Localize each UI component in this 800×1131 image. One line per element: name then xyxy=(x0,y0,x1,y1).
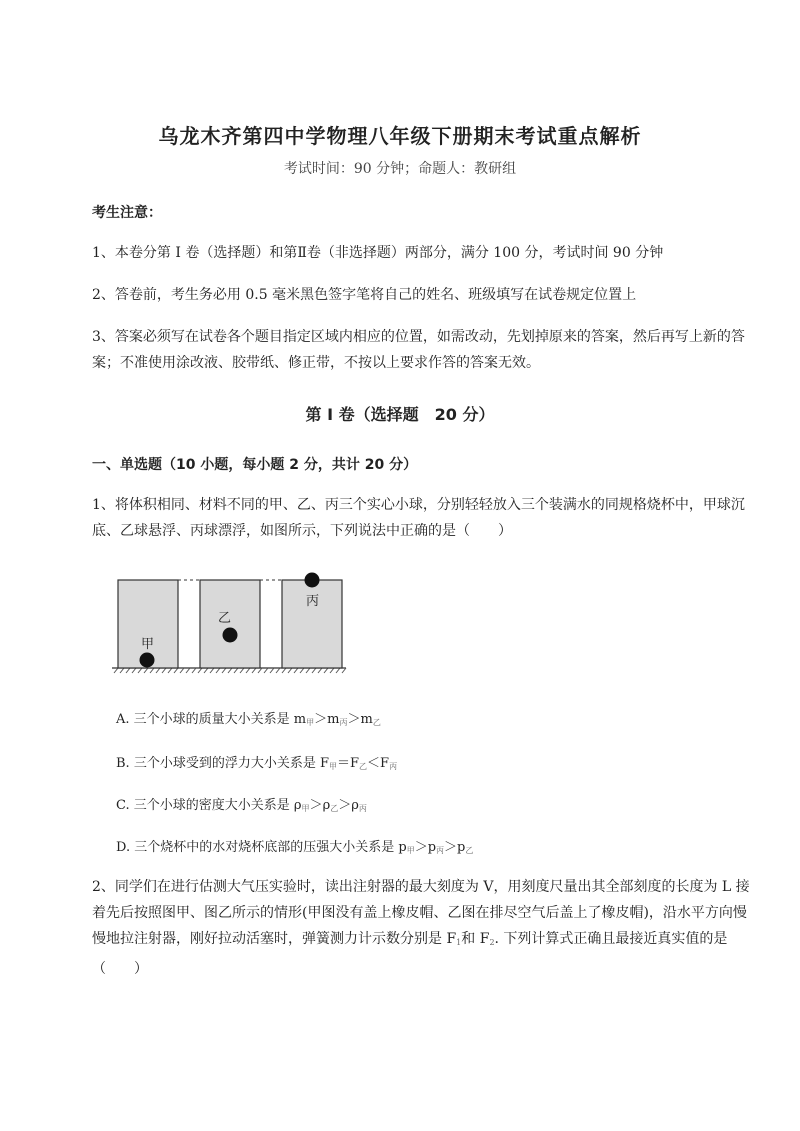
option-a[interactable] xyxy=(116,708,381,728)
label-yi: 乙 xyxy=(218,611,232,626)
symbol: F xyxy=(319,756,329,771)
symbol: p xyxy=(457,840,466,855)
symbol: m xyxy=(293,712,307,727)
operator: ＞ xyxy=(347,712,361,727)
option-c-text: C. 三个小球的密度大小关系是 xyxy=(116,798,294,813)
notice-item-1: 1、本卷分第 I 卷（选择题）和第Ⅱ卷（非选择题）两部分，满分 100 分，考试时间 90 分钟 xyxy=(92,245,664,261)
symbol: ρ xyxy=(351,798,359,813)
subscript: 1 xyxy=(456,938,462,947)
subscript: 乙 xyxy=(465,846,474,855)
operator: ＞ xyxy=(414,840,428,855)
question-1-stem: 1、将体积相同、材料不同的甲、乙、丙三个实心小球，分别轻轻放入三个装满水的同规格烧杯中，甲球沉底、乙球悬浮、丙球漂浮，如图所示，下列说法中正确的是（ ） xyxy=(92,497,745,539)
symbol: m xyxy=(360,712,373,727)
option-a-text: A. 三个小球的质量大小关系是 xyxy=(116,712,294,727)
notice-heading: 考生注意： xyxy=(92,205,162,221)
subscript: 甲 xyxy=(301,804,310,813)
operator: ＝ xyxy=(336,756,350,771)
section-title: 第 I 卷（选择题 20 分） xyxy=(305,405,495,424)
subscript: 丙 xyxy=(436,846,445,855)
subscript: 丙 xyxy=(389,762,398,771)
symbol: m xyxy=(327,712,340,727)
subscript: 乙 xyxy=(359,762,368,771)
option-b-text: B. 三个小球受到的浮力大小关系是 xyxy=(116,756,320,771)
question-2-text: 2、同学们在进行估测大气压实验时，读出注射器的最大刻度为 V，用刻度尺量出其全部刻度的长度为 L 接着先后按照图甲、图乙所示的情形(甲图没有盖上橡皮帽、乙图在排尽空气后盖上了橡皮帽)，沿水平方向慢慢地拉注射器，刚好拉动活塞时，弹簧测力计示数分别是 xyxy=(92,879,750,947)
subscript: 2 xyxy=(489,938,495,947)
question-2-text-end: . 下列计算式正确且最接近真实值的是（ ） xyxy=(92,931,728,977)
option-d[interactable] xyxy=(116,836,473,856)
subscript: 乙 xyxy=(372,718,381,727)
option-d-text: D. 三个烧杯中的水对烧杯底部的压强大小关系是 xyxy=(116,840,399,855)
ground-hatch xyxy=(112,668,346,673)
notice-item-2: 2、答卷前，考生务必用 0.5 毫米黑色签字笔将自己的姓名、班级填写在试卷规定位置上 xyxy=(92,287,637,303)
symbol: p xyxy=(398,840,407,855)
symbol: ρ xyxy=(293,798,302,813)
subscript: 甲 xyxy=(306,718,315,727)
conjunction: 和 xyxy=(461,931,480,947)
exam-info: 考试时间：90 分钟；命题人：教研组 xyxy=(283,161,517,177)
question-2-stem xyxy=(92,874,754,982)
subscript: 甲 xyxy=(328,762,337,771)
ball-bing xyxy=(305,573,320,588)
subscript: 甲 xyxy=(406,846,415,855)
operator: ＞ xyxy=(314,712,328,727)
operator: ＞ xyxy=(338,798,352,813)
symbol: F xyxy=(380,756,390,771)
part-heading: 一、单选题（10 小题，每小题 2 分，共计 20 分） xyxy=(92,457,418,473)
symbol: p xyxy=(427,840,437,855)
symbol: F xyxy=(350,756,360,771)
operator: ＞ xyxy=(444,840,458,855)
label-jia: 甲 xyxy=(141,637,155,652)
subscript: 丙 xyxy=(358,804,367,813)
page-title: 乌龙木齐第四中学物理八年级下册期末考试重点解析 xyxy=(158,124,642,148)
beakers-figure xyxy=(110,568,360,682)
symbol: F xyxy=(479,931,490,947)
ball-jia xyxy=(140,653,155,668)
ball-yi xyxy=(223,628,238,643)
label-bing: 丙 xyxy=(306,594,320,609)
symbol: F xyxy=(446,931,457,947)
operator: ＜ xyxy=(367,756,381,771)
symbol: ρ xyxy=(322,798,331,813)
option-b[interactable] xyxy=(116,752,397,772)
notice-item-3: 3、答案必须写在试卷各个题目指定区域内相应的位置，如需改动，先划掉原来的答案，然后再写上新的答案；不准使用涂改液、胶带纸、修正带，不按以上要求作答的答案无效。 xyxy=(92,329,745,371)
subscript: 乙 xyxy=(330,804,339,813)
subscript: 丙 xyxy=(339,718,348,727)
option-c[interactable] xyxy=(116,794,367,814)
operator: ＞ xyxy=(309,798,323,813)
